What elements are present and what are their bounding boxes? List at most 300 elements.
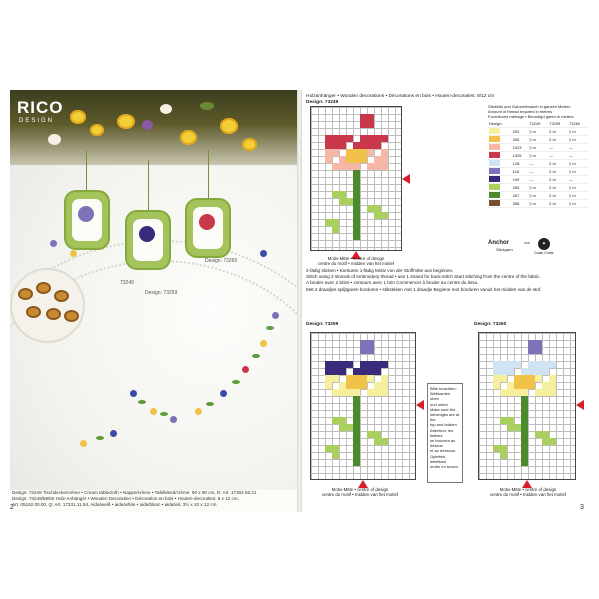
thread-code: 305 bbox=[512, 135, 529, 143]
stitch-cell bbox=[521, 445, 528, 452]
thread-amount: — bbox=[528, 167, 548, 175]
left-page bbox=[10, 90, 297, 512]
stitch-cell bbox=[381, 389, 388, 396]
stitch-cell bbox=[353, 233, 360, 240]
stitch-cell bbox=[353, 163, 360, 170]
pansy-motif bbox=[78, 206, 94, 222]
note-line: top and bottom. bbox=[430, 422, 458, 428]
key-heading-line: Stickbild und Garnverbrauch in ganzen Metern bbox=[488, 104, 571, 109]
thread-amount: 2 m bbox=[528, 151, 548, 159]
instruction-line: A broder avec 2 brins • contours avec 1 brin Commencer à broder au centre du tissu. bbox=[306, 280, 479, 286]
stitch-cell bbox=[353, 368, 360, 375]
thread-amount: 2 m bbox=[568, 167, 588, 175]
stitch-cell bbox=[549, 382, 556, 389]
stitch-grid bbox=[310, 332, 416, 480]
chart-caption bbox=[478, 487, 578, 497]
thread-amount: 2 m bbox=[568, 135, 588, 143]
embroidered-flower bbox=[130, 390, 137, 397]
thread-code: 109 bbox=[512, 175, 529, 183]
stitch-cell bbox=[493, 382, 500, 389]
thread-amount: 2 m bbox=[568, 199, 588, 207]
ornament-string bbox=[148, 160, 149, 210]
key-col: 73259 bbox=[548, 120, 568, 127]
embroidered-leaf bbox=[160, 412, 168, 416]
stitch-cell bbox=[542, 431, 549, 438]
thread-code: 1023 bbox=[512, 143, 529, 151]
centre-arrow-right bbox=[416, 400, 424, 410]
stitch-cell bbox=[514, 424, 521, 431]
stitch-cell bbox=[325, 382, 332, 389]
stitch-grid bbox=[478, 332, 576, 480]
stitch-cell bbox=[507, 368, 514, 375]
stitch-cell bbox=[353, 226, 360, 233]
stitch-cell bbox=[542, 382, 549, 389]
stitch-cell bbox=[521, 396, 528, 403]
anchor-logo: Anchor bbox=[488, 240, 509, 246]
stitch-cell bbox=[381, 375, 388, 382]
thread-amount: 2 m bbox=[548, 127, 568, 135]
thread-code: 1025 bbox=[512, 151, 529, 159]
cookie-plate bbox=[10, 268, 85, 343]
stitch-grid bbox=[310, 106, 402, 251]
embroidered-flower bbox=[150, 408, 157, 415]
color-swatch bbox=[489, 136, 500, 142]
stitch-cell bbox=[325, 135, 332, 142]
stitch-cell bbox=[360, 347, 367, 354]
stitch-cell bbox=[521, 382, 528, 389]
stitch-cell bbox=[507, 417, 514, 424]
yellow-pansy bbox=[242, 138, 257, 151]
cookie bbox=[18, 288, 33, 300]
stitch-cell bbox=[353, 184, 360, 191]
stitch-cell bbox=[528, 347, 535, 354]
stitch-cell bbox=[353, 417, 360, 424]
stitch-cell bbox=[374, 389, 381, 396]
stitch-cell bbox=[325, 149, 332, 156]
purple-flower bbox=[142, 120, 153, 130]
stitch-cell bbox=[521, 368, 528, 375]
key-row bbox=[488, 167, 588, 175]
color-swatch bbox=[489, 128, 500, 134]
stitch-cell bbox=[374, 382, 381, 389]
stitch-cell bbox=[353, 452, 360, 459]
stitch-cell bbox=[521, 410, 528, 417]
stitch-cell bbox=[367, 205, 374, 212]
thread-key bbox=[488, 104, 588, 208]
caption-line: centre du motif • midden van het motief bbox=[317, 261, 395, 266]
thread-code: 267 bbox=[512, 191, 529, 199]
leaves bbox=[200, 102, 214, 110]
coats-label: Coats Crafts bbox=[534, 251, 554, 255]
key-row bbox=[488, 175, 588, 183]
caption-line: centre du motif • midden van het motief bbox=[321, 492, 399, 497]
thread-amount: 2 m bbox=[548, 159, 568, 167]
stitch-cell bbox=[535, 375, 542, 382]
thread-amount: 2 m bbox=[528, 199, 548, 207]
stitch-cell bbox=[353, 219, 360, 226]
chart-design-label: Design: 73259 bbox=[306, 322, 339, 327]
stitch-cell bbox=[367, 149, 374, 156]
embroidered-leaf bbox=[138, 400, 146, 404]
thread-amount: — bbox=[528, 175, 548, 183]
stitch-cell bbox=[353, 396, 360, 403]
thread-amount: 2 m bbox=[548, 191, 568, 199]
note-line: onder en boven. bbox=[430, 464, 459, 470]
stitch-cell bbox=[549, 361, 556, 368]
cookie bbox=[36, 282, 51, 294]
color-swatch bbox=[489, 168, 500, 174]
embroidered-flower bbox=[70, 250, 77, 257]
note-line: se trouvent au dessus bbox=[430, 438, 456, 449]
yellow-pansy bbox=[70, 110, 86, 124]
thread-amount: — bbox=[548, 143, 568, 151]
color-swatch bbox=[489, 144, 500, 150]
color-swatch bbox=[489, 176, 500, 182]
thread-amount: 2 m bbox=[568, 127, 588, 135]
embroidered-flower bbox=[50, 240, 57, 247]
stitch-cell bbox=[353, 410, 360, 417]
thread-amount: 2 m bbox=[528, 135, 548, 143]
stitch-cell bbox=[507, 389, 514, 396]
thread-amount: 2 m bbox=[568, 159, 588, 167]
note-line: selvedges are at the bbox=[430, 412, 460, 423]
stitch-cell bbox=[346, 389, 353, 396]
stitch-cell bbox=[346, 424, 353, 431]
stitch-cell bbox=[346, 198, 353, 205]
stitch-cell bbox=[381, 212, 388, 219]
stitch-cell bbox=[493, 375, 500, 382]
stitch-cell bbox=[353, 424, 360, 431]
stitch-cell bbox=[549, 438, 556, 445]
stitch-cell bbox=[360, 340, 367, 347]
key-col: 73249 bbox=[528, 120, 548, 127]
stitch-cell bbox=[542, 361, 549, 368]
centre-arrow-right bbox=[402, 174, 410, 184]
stitch-cell bbox=[549, 389, 556, 396]
thread-code: 265 bbox=[512, 183, 529, 191]
embroidered-flower bbox=[80, 440, 87, 447]
stitch-cell bbox=[535, 431, 542, 438]
key-heading bbox=[488, 104, 588, 119]
stitch-cell bbox=[381, 156, 388, 163]
stitch-cell bbox=[353, 375, 360, 382]
stitch-cell bbox=[332, 191, 339, 198]
stitch-cell bbox=[381, 382, 388, 389]
page-number-right: 3 bbox=[580, 504, 584, 511]
tablecloth-photo bbox=[10, 90, 297, 490]
stitch-cell bbox=[360, 114, 367, 121]
stitch-cell bbox=[367, 114, 374, 121]
caption-line: Design: 73249 Tischdecke/crème • Cream tablecloth • Nappe/crème • Tafelkleed/crème: 90 x 90 cm, D: Art. 17304.50.21 bbox=[12, 490, 257, 495]
left-caption bbox=[12, 490, 299, 508]
stitch-cell bbox=[528, 375, 535, 382]
embroidered-flower bbox=[110, 430, 117, 437]
coats-logo: ✦ bbox=[538, 238, 550, 250]
key-heading-line: Amount of thread required in metres bbox=[488, 109, 553, 114]
stitch-cell bbox=[500, 445, 507, 452]
stitch-cell bbox=[374, 205, 381, 212]
stitch-cell bbox=[374, 368, 381, 375]
stitch-cell bbox=[367, 142, 374, 149]
stitch-cell bbox=[360, 382, 367, 389]
photo-label-73249: 73249 bbox=[120, 280, 134, 286]
stitch-cell bbox=[332, 135, 339, 142]
rico-logo: RICO bbox=[17, 98, 64, 117]
stitch-cell bbox=[360, 135, 367, 142]
stitch-cell bbox=[367, 361, 374, 368]
stitch-cell bbox=[353, 389, 360, 396]
stitch-cell bbox=[339, 142, 346, 149]
stitch-cell bbox=[339, 389, 346, 396]
key-row bbox=[488, 151, 588, 159]
thread-amount: 2 m bbox=[528, 127, 548, 135]
key-row bbox=[488, 183, 588, 191]
stitch-cell bbox=[521, 389, 528, 396]
pansy-motif bbox=[199, 214, 215, 230]
color-swatch bbox=[489, 200, 500, 206]
key-header-row bbox=[488, 120, 588, 127]
rico-design-label: DESIGN bbox=[19, 118, 55, 124]
stitch-instructions bbox=[306, 268, 588, 293]
stitch-cell bbox=[360, 156, 367, 163]
key-row bbox=[488, 135, 588, 143]
cookie bbox=[54, 290, 69, 302]
stitch-cell bbox=[339, 156, 346, 163]
color-swatch bbox=[489, 160, 500, 166]
note-line: et au dessous. bbox=[430, 448, 457, 454]
note-line: Attention, les lisières bbox=[430, 427, 454, 438]
stitch-cell bbox=[521, 424, 528, 431]
ornament-string bbox=[208, 150, 209, 200]
stitch-cell bbox=[339, 368, 346, 375]
thread-amount: — bbox=[548, 151, 568, 159]
stitch-cell bbox=[514, 361, 521, 368]
stitch-cell bbox=[535, 347, 542, 354]
stitch-cell bbox=[374, 438, 381, 445]
yellow-pansy bbox=[180, 130, 197, 145]
stitch-cell bbox=[346, 361, 353, 368]
stitch-cell bbox=[514, 382, 521, 389]
stitch-cell bbox=[325, 156, 332, 163]
stitch-cell bbox=[325, 368, 332, 375]
chart-73260 bbox=[474, 322, 586, 502]
key-row bbox=[488, 159, 588, 167]
embroidered-leaf bbox=[96, 436, 104, 440]
stitch-cell bbox=[381, 149, 388, 156]
photo-label-73260: Design: 73260 bbox=[205, 258, 238, 264]
stitch-cell bbox=[353, 459, 360, 466]
centre-arrow-right bbox=[576, 400, 584, 410]
key-row bbox=[488, 199, 588, 207]
stitch-cell bbox=[353, 205, 360, 212]
stitch-cell bbox=[353, 212, 360, 219]
embroidered-flower bbox=[242, 366, 249, 373]
embroidered-flower bbox=[260, 340, 267, 347]
note-line: Bitte beachten: bbox=[430, 386, 457, 391]
stitch-cell bbox=[353, 438, 360, 445]
thread-amount: — bbox=[568, 151, 588, 159]
caption-line: Motiv-Mitte • centre of design bbox=[331, 487, 389, 492]
stitch-cell bbox=[528, 368, 535, 375]
stitch-cell bbox=[353, 177, 360, 184]
embroidered-flower bbox=[260, 250, 267, 257]
stitch-cell bbox=[325, 219, 332, 226]
thread-amount: 2 m bbox=[548, 183, 568, 191]
stitch-cell bbox=[528, 361, 535, 368]
embroidered-leaf bbox=[252, 354, 260, 358]
key-row bbox=[488, 143, 588, 151]
ornament-73259 bbox=[125, 210, 171, 270]
brand-von: von bbox=[524, 241, 530, 245]
stitch-cell bbox=[339, 163, 346, 170]
stitch-cell bbox=[528, 382, 535, 389]
caption-line: Design: 73249/59/60 Holz-Anhänger • Wooden Decoration • Décoration en bois • Houten-decoraties: 8 x 12 cm, bbox=[12, 496, 239, 501]
instruction-line: Stitch using 2 strands of embroidery thread • use 1 strand for back-stitch Start stitching from the centre of the fabric. bbox=[306, 274, 541, 280]
thread-amount: — bbox=[568, 175, 588, 183]
thread-amount: 2 m bbox=[548, 199, 568, 207]
stitch-cell bbox=[542, 389, 549, 396]
stitch-cell bbox=[521, 431, 528, 438]
caption-line: Motiv-Mitte • centre of design bbox=[499, 487, 557, 492]
stitch-cell bbox=[332, 417, 339, 424]
stitch-cell bbox=[346, 163, 353, 170]
stitch-cell bbox=[493, 361, 500, 368]
stitch-cell bbox=[346, 156, 353, 163]
stitch-cell bbox=[353, 156, 360, 163]
stitch-cell bbox=[521, 403, 528, 410]
stitch-cell bbox=[521, 452, 528, 459]
stitch-cell bbox=[549, 375, 556, 382]
note-line: Make sure the bbox=[430, 406, 456, 412]
stitch-cell bbox=[332, 361, 339, 368]
embroidered-leaf bbox=[232, 380, 240, 384]
embroidered-leaf bbox=[206, 402, 214, 406]
embroidered-flower bbox=[195, 408, 202, 415]
embroidered-flower bbox=[220, 390, 227, 397]
stitch-cell bbox=[332, 226, 339, 233]
stitch-cell bbox=[332, 368, 339, 375]
thread-amount: — bbox=[568, 143, 588, 151]
stitch-cell bbox=[339, 198, 346, 205]
instruction-line: Met 2 draadjes splijtgaren borduren • stiksteken met 1 draadje Beginne met borduren vanuit het midden van de stof. bbox=[306, 286, 542, 292]
cookie bbox=[46, 308, 61, 320]
stitch-cell bbox=[367, 347, 374, 354]
stitch-cell bbox=[493, 368, 500, 375]
selvedge-note bbox=[427, 383, 463, 483]
stitch-cell bbox=[500, 417, 507, 424]
stitch-cell bbox=[367, 368, 374, 375]
decoration-title: Holzanhänger • Wooden decorations • Décorations en bois • Houten-decoraties: 8/12 cm bbox=[306, 94, 495, 99]
stitch-cell bbox=[374, 212, 381, 219]
stitch-cell bbox=[521, 438, 528, 445]
stitch-cell bbox=[507, 361, 514, 368]
stitch-cell bbox=[374, 163, 381, 170]
stitch-cell bbox=[374, 135, 381, 142]
stitch-cell bbox=[514, 375, 521, 382]
stitch-cell bbox=[332, 163, 339, 170]
embroidered-leaf bbox=[266, 326, 274, 330]
design-number: Design: 73249 bbox=[306, 100, 339, 105]
stitch-cell bbox=[353, 198, 360, 205]
stitch-cell bbox=[332, 142, 339, 149]
cookie bbox=[26, 306, 41, 318]
stitch-cell bbox=[542, 368, 549, 375]
stitch-cell bbox=[346, 135, 353, 142]
white-flower bbox=[160, 104, 172, 114]
stitch-cell bbox=[500, 361, 507, 368]
chart-73249 bbox=[310, 106, 410, 266]
chart-caption bbox=[310, 487, 410, 497]
stitch-cell bbox=[325, 445, 332, 452]
stitch-cell bbox=[360, 149, 367, 156]
stitch-cell bbox=[521, 375, 528, 382]
stitch-cell bbox=[353, 445, 360, 452]
stitch-cell bbox=[381, 438, 388, 445]
key-col: 73260 bbox=[568, 120, 588, 127]
color-swatch bbox=[489, 184, 500, 190]
chart-design-label: Design: 73260 bbox=[474, 322, 507, 327]
key-row bbox=[488, 127, 588, 135]
yellow-pansy bbox=[220, 118, 238, 134]
stitch-cell bbox=[500, 389, 507, 396]
stitch-cell bbox=[500, 368, 507, 375]
thread-amount: — bbox=[528, 159, 548, 167]
stitch-cell bbox=[332, 375, 339, 382]
thread-amount: 2 m bbox=[548, 167, 568, 175]
stitch-cell bbox=[367, 375, 374, 382]
thread-code: 118 bbox=[512, 167, 529, 175]
stitch-cell bbox=[374, 361, 381, 368]
stitch-cell bbox=[535, 389, 542, 396]
right-page bbox=[302, 90, 589, 512]
stitch-cell bbox=[353, 191, 360, 198]
stitch-cell bbox=[507, 382, 514, 389]
yellow-pansy bbox=[117, 114, 135, 129]
stitch-cell bbox=[353, 382, 360, 389]
stitch-cell bbox=[535, 340, 542, 347]
anchor-sub: Stickgarn bbox=[496, 247, 513, 252]
stitch-cell bbox=[535, 361, 542, 368]
stitch-cell bbox=[367, 389, 374, 396]
stitch-cell bbox=[367, 431, 374, 438]
stitch-cell bbox=[332, 389, 339, 396]
thread-amount: 2 m bbox=[528, 143, 548, 151]
stitch-cell bbox=[339, 361, 346, 368]
stitch-cell bbox=[374, 431, 381, 438]
stitch-cell bbox=[332, 149, 339, 156]
note-line: und unten. bbox=[430, 401, 449, 407]
color-swatch bbox=[489, 152, 500, 158]
stitch-cell bbox=[325, 361, 332, 368]
stitch-cell bbox=[332, 452, 339, 459]
caption-line: Motiv-Mitte • centre of design bbox=[327, 256, 385, 261]
instruction-line: 2-fädig sticken • Konturen 1-fädig Motiv von der Stoffmitte aus beginnen. bbox=[306, 268, 454, 273]
stitch-cell bbox=[325, 375, 332, 382]
stitch-cell bbox=[353, 142, 360, 149]
thread-amount: 2 m bbox=[528, 191, 548, 199]
note-line: Opletten, weefkant bbox=[430, 453, 447, 464]
stitch-cell bbox=[381, 163, 388, 170]
stitch-cell bbox=[521, 417, 528, 424]
page-number-left: 2 bbox=[10, 504, 14, 511]
thread-code: 292 bbox=[512, 127, 529, 135]
thread-amount: 2 m bbox=[528, 183, 548, 191]
ornament-73249 bbox=[64, 190, 110, 250]
caption-line: Art. 05162.00.00, Q: Art. 17231.11.94, Aida/weiß • aida/white • aida/blanc • aida/wit, 3½ x 10 x 12 cm bbox=[12, 502, 217, 507]
stitch-cell bbox=[339, 191, 346, 198]
embroidered-flower bbox=[170, 416, 177, 423]
stitch-cell bbox=[507, 424, 514, 431]
